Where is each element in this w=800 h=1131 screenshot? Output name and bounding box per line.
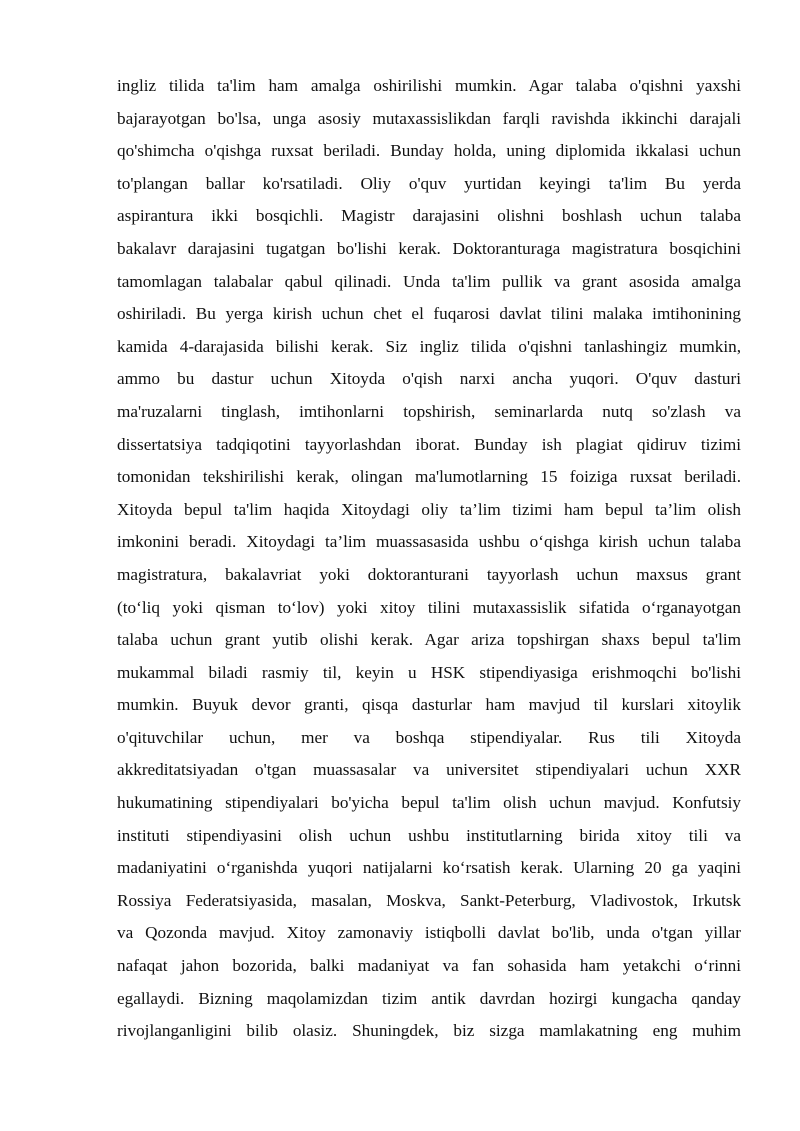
- text-line: magistratura, bakalavriat yoki doktoranturani tayyorlash uchun maxsus grant: [117, 564, 741, 584]
- text-line: talaba uchun grant yutib olishi kerak. Agar ariza topshirgan shaxs bepul ta'lim: [117, 630, 741, 650]
- text-line: Rossiya Federatsiyasida, masalan, Moskva, Sankt-Peterburg, Vladivostok, Irkutsk: [117, 890, 741, 910]
- text-line: ma'ruzalarni tinglash, imtihonlarni topshirish, seminarlarda nutq so'zlash va: [117, 401, 741, 421]
- text-line: va Qozonda mavjud. Xitoy zamonaviy istiqbolli davlat bo'lib, unda o'tgan yillar: [117, 923, 741, 943]
- text-line: ingliz tilida ta'lim ham amalga oshirilishi mumkin. Agar talaba o'qishni yaxshi: [117, 76, 741, 95]
- text-line: bakalavr darajasini tugatgan bo'lishi kerak. Doktoranturaga magistratura bosqichini: [117, 238, 741, 258]
- text-line: to'plangan ballar ko'rsatiladi. Oliy o'quv yurtidan keyingi ta'lim Bu yerda: [117, 173, 741, 193]
- text-line: ammo bu dastur uchun Xitoyda o'qish narxi ancha yuqori. O'quv dasturi: [117, 369, 741, 389]
- text-line: oshiriladi. Bu yerga kirish uchun chet el fuqarosi davlat tilini malaka imtihonining: [117, 304, 741, 324]
- text-line: kamida 4-darajasida bilishi kerak. Siz ingliz tilida o'qishni tanlashingiz mumkin,: [117, 336, 741, 356]
- text-line: imkonini beradi. Xitoydagi ta’lim muassasasida ushbu o‘qishga kirish uchun talaba: [117, 532, 741, 552]
- text-line: mumkin. Buyuk devor granti, qisqa dasturlar ham mavjud til kurslari xitoylik: [117, 695, 741, 715]
- text-line: (to‘liq yoki qisman to‘lov) yoki xitoy tilini mutaxassislik sifatida o‘rganayotgan: [117, 597, 741, 617]
- text-line: akkreditatsiyadan o'tgan muassasalar va universitet stipendiyalari uchun XXR: [117, 760, 741, 780]
- text-line: rivojlanganligini bilib olasiz. Shuningdek, biz sizga mamlakatning eng muhim: [117, 1021, 741, 1041]
- text-line: qo'shimcha o'qishga ruxsat beriladi. Bunday holda, uning diplomida ikkalasi uchun: [117, 141, 741, 161]
- document-body: [117, 70, 741, 1048]
- text-line: mukammal biladi rasmiy til, keyin u HSK stipendiyasiga erishmoqchi bo'lishi: [117, 662, 741, 682]
- text-line: madaniyatini o‘rganishda yuqori natijalarni ko‘rsatish kerak. Ularning 20 ga yaqini: [117, 858, 741, 878]
- text-line: tomonidan tekshirilishi kerak, olingan ma'lumotlarning 15 foiziga ruxsat beriladi.: [117, 467, 741, 487]
- text-line: hukumatining stipendiyalari bo'yicha bepul ta'lim olish uchun mavjud. Konfutsiy: [117, 793, 741, 813]
- text-line: egallaydi. Bizning maqolamizdan tizim antik davrdan hozirgi kungacha qanday: [117, 988, 741, 1008]
- text-line: dissertatsiya tadqiqotini tayyorlashdan iborat. Bunday ish plagiat qidiruv tizimi: [117, 434, 741, 454]
- text-line: o'qituvchilar uchun, mer va boshqa stipendiyalar. Rus tili Xitoyda: [117, 727, 741, 747]
- text-line: bajarayotgan bo'lsa, unga asosiy mutaxassislikdan farqli ravishda ikkinchi darajali: [117, 108, 741, 128]
- text-line: instituti stipendiyasini olish uchun ushbu institutlarning birida xitoy tili va: [117, 825, 741, 845]
- text-line: nafaqat jahon bozorida, balki madaniyat va fan sohasida ham yetakchi o‘rinni: [117, 956, 741, 976]
- text-line: Xitoyda bepul ta'lim haqida Xitoydagi oliy ta’lim tizimi ham bepul ta’lim olish: [117, 499, 741, 519]
- text-line: aspirantura ikki bosqichli. Magistr darajasini olishni boshlash uchun talaba: [117, 206, 741, 226]
- text-line: tamomlagan talabalar qabul qilinadi. Unda ta'lim pullik va grant asosida amalga: [117, 271, 741, 291]
